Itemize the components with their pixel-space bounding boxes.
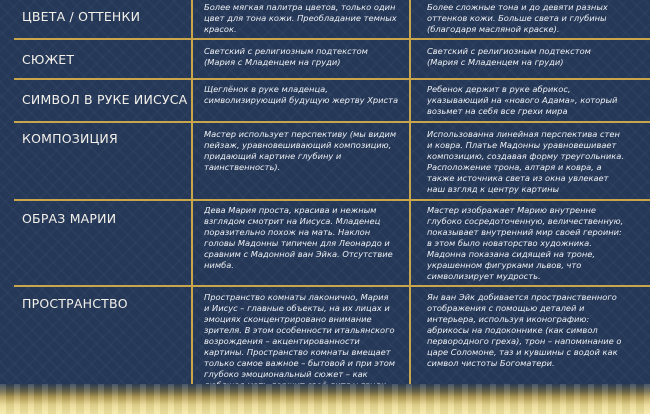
column-divider-2 bbox=[409, 0, 411, 384]
row-subject-col1: Светский с религиозным подтекстом (Мария с Младенцем на груди) bbox=[204, 46, 368, 67]
row-composition-col2: Использованна линейная перспектива стен и ковра. Платье Мадонны уравновешивает композицию, создавая форму треугольника. Расположение трона, алтаря и ковра, а также источника света из окна увлекает наш взгляд к центру картины bbox=[427, 129, 624, 194]
row-space-col1: Пространство комнаты лаконично, Мария и Иисус – главные объекты, на их лицах и эмоциях сконцентрировано внимание зрителя. В этом особенности итальянского возрождения – акцентированности картины. Пространство комнаты вмещает только самое важное – бытовой и при этом глубоко эмоциональный сюжет – как bbox=[204, 292, 396, 379]
row-divider-3 bbox=[14, 121, 650, 123]
row-mary-col2: Мастер изображает Марию внутренне глубоко сосредоточенную, величественную, показывает внутренний мир своей героини: в этом было новаторство художника. Мадонна показана сидящей на троне, украшенном фигурками львов, что символизирует мудрость. bbox=[427, 205, 624, 281]
row-heading-symbol: СИМВОЛ В РУКЕ ИИСУСА bbox=[22, 92, 188, 107]
row-symbol-col2: Ребенок держит в руке абрикос, указывающий на «нового Адама», который возьмет на себя все грехи мира bbox=[427, 84, 618, 116]
row-colors-col2: Более сложные тона и до девяти разных оттенков кожи. Больше света и глубины (благодаря масляной краске). bbox=[427, 2, 608, 34]
gold-footer-band bbox=[0, 384, 650, 414]
gold-footer-texture bbox=[0, 384, 650, 414]
row-subject-col2: Светский с религиозным подтекстом (Мария с Младенцем на груди) bbox=[427, 46, 591, 67]
row-divider-1 bbox=[14, 38, 650, 40]
row-symbol-col1: Щеглёнок в руке младенца, символизирующий будущую жертву Христа bbox=[204, 84, 399, 105]
row-mary-col1: Дева Мария проста, красива и нежным взглядом смотрит на Иисуса. Младенец поразительно похож на мать. Наклон головы Мадонны типичен для Леонардо и сравним с Мадонной ван Эйка. Отсутствие нимба. bbox=[204, 205, 393, 270]
row-heading-subject: СЮЖЕТ bbox=[22, 52, 75, 67]
row-divider-2 bbox=[14, 78, 650, 80]
row-space-col2: Ян ван Эйк добивается пространственного отображения с помощью деталей и интерьера, используя иконографию: абрикосы на подоконнике (как символ первородного греха), трон – напоминание о царе Соломоне, таз и кувшины с водой как символ чистоты Богоматери. bbox=[427, 292, 622, 368]
column-divider-1 bbox=[191, 0, 193, 384]
row-divider-5 bbox=[14, 285, 650, 287]
row-composition-col1: Мастер использует перспективу (мы видим пейзаж, уравновешивающий композицию, придающий картине глубину и таинственность). bbox=[204, 129, 397, 172]
row-heading-colors: ЦВЕТА / ОТТЕНКИ bbox=[22, 9, 141, 24]
row-heading-space: ПРОСТРАНСТВО bbox=[22, 296, 128, 311]
row-heading-composition: КОМПОЗИЦИЯ bbox=[22, 131, 118, 146]
row-heading-mary: ОБРАЗ МАРИИ bbox=[22, 211, 117, 226]
row-divider-4 bbox=[14, 199, 650, 201]
row-colors-col1: Более мягкая палитра цветов, только один цвет для тона кожи. Преобладание темных красок. bbox=[204, 2, 397, 34]
